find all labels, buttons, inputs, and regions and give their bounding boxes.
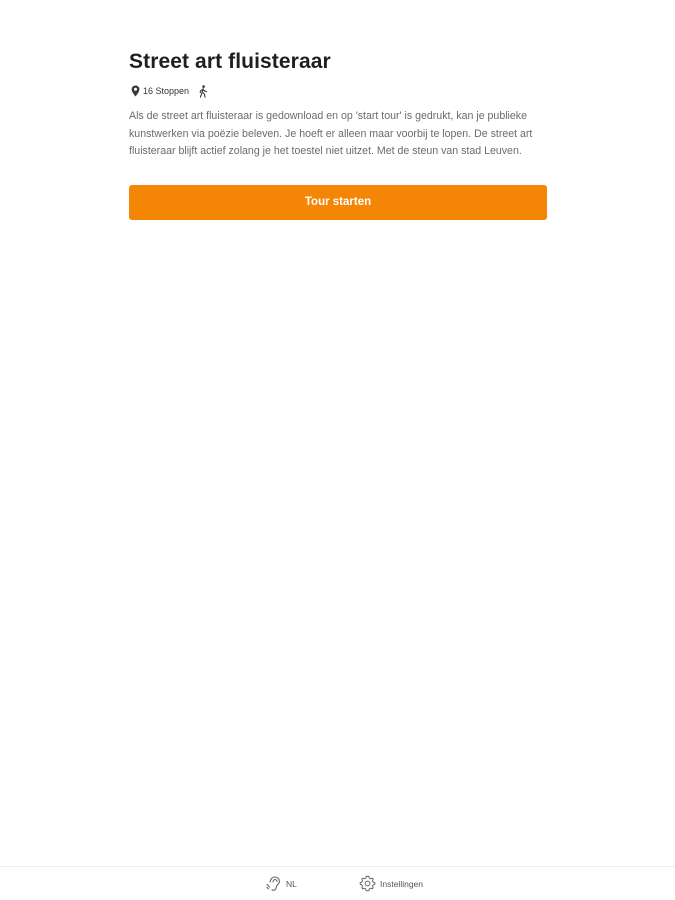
walking-person-icon	[197, 84, 209, 98]
tour-title: Street art fluisteraar	[129, 50, 331, 73]
location-pin-icon	[129, 84, 141, 98]
tour-content	[129, 48, 547, 220]
stops-count: 16 Stoppen	[143, 86, 190, 96]
settings-nav-item[interactable]	[359, 875, 423, 892]
settings-label: Instellingen	[380, 878, 424, 889]
hearing-icon	[266, 875, 282, 892]
language-nav-item[interactable]	[266, 875, 297, 892]
language-label: NL	[286, 878, 297, 889]
tour-meta	[129, 84, 547, 98]
tour-description: Als de street art fluisteraar is gedownload en op 'start tour' is gedrukt, kan je publieke kunstwerken via poëzie beleven. Je hoeft er alleen maar voorbij te lopen. De street art fluisteraar blijft actief zolang je het toestel niet uitzet. Met de steun van stad Leuven.	[129, 110, 533, 157]
gear-icon	[359, 875, 376, 892]
start-tour-button[interactable]: Tour starten	[129, 185, 547, 220]
bottom-navigation	[0, 866, 675, 900]
